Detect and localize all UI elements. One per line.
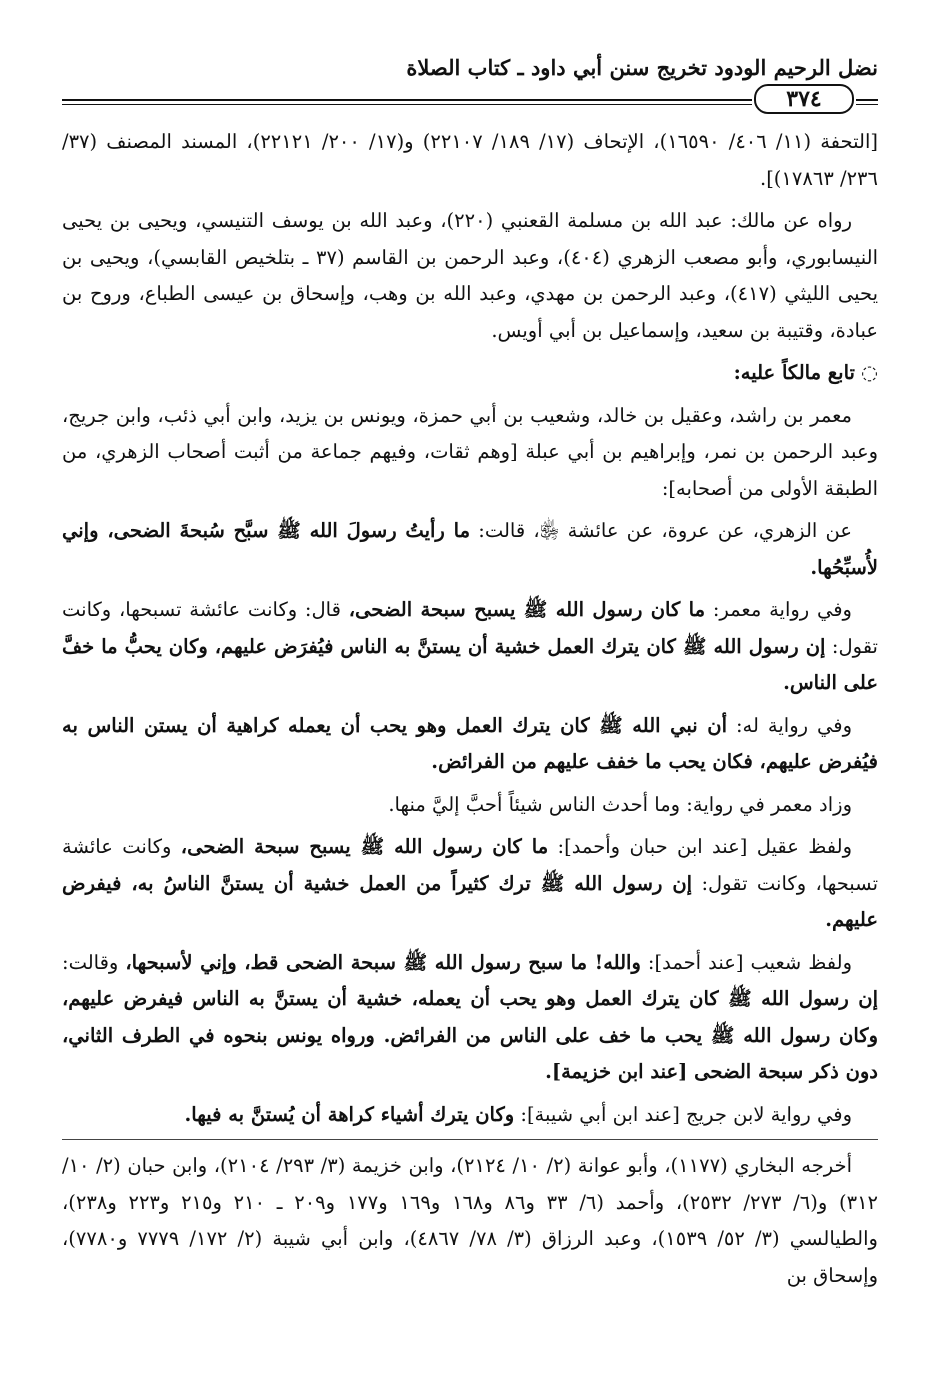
uqail-matn-1: ما كان رسول الله ﷺ يسبح سبحة الضحى، [180, 835, 549, 858]
hadith-matn: ما رأيتُ رسولَ الله ﷺ سبَّح سُبحةَ الضحى، وإني لأُسبِّحُها. [62, 519, 878, 579]
mamar-second-narration [62, 708, 878, 781]
shuayb-mid: وقالت: [62, 950, 126, 974]
section-heading-text: تابع مالكاً عليه: [733, 361, 855, 384]
separator-rule [62, 1139, 878, 1140]
takhrij-paragraph: أخرجه البخاري (١١٧٧)، وأبو عوانة (٢/ ١٠/ ٢١٢٤)، وابن خزيمة (٣/ ٢٩٣/ ٢١٠٤)، وابن حبان (٢/ ١٠/ ٣١٢) و(٦/ ٢٧٣/ ٢٥٣٢)، وأحمد (٦/ ٣٣ و٨٦ و١٦٨ و١٦٩ و١٧٧ و٢٠٩ ـ ٢١٠ و٢١٥ و٢٢٣ و٢٣٨)، والطيالسي (٣/ ٥٢/ ١٥٣٩)، وعبد الرزاق (٣/ ٧٨/ ٤٨٦٧)، وابن أبي شيبة (٢/ ١٧٢/ ٧٧٧٩ و٧٧٨٠)، وإسحاق بن [62, 1154, 879, 1287]
uqail-mid: وكانت عائشة تسبحها، وكانت تقول: [62, 835, 878, 895]
header-rule-right-segment [856, 99, 878, 105]
mamar-matn-1: ما كان رسول الله ﷺ يسبح سبحة الضحى، [348, 598, 706, 621]
hadith-chain: عن الزهري، عن عروة، عن عائشة ﵂، قالت: [470, 519, 852, 542]
narrators-paragraph: رواه عن مالك: عبد الله بن مسلمة القعنبي (٢٢٠)، وعبد الله بن يوسف التنيسي، ويحيى بن يحيى النيسابوري، وأبو مصعب الزهري (٤٠٤)، وعبد الرحمن بن القاسم (٣٧ ـ بتلخيص القابسي)، ويحيى بن يحيى الليثي (٤١٧)، وعبد الرحمن بن مهدي، وعبد الله بن وهب، وإسحاق بن عيسى الطباع، وروح بن عبادة، وقتيبة بن سعيد، وإسماعيل بن أبي أويس. [62, 209, 879, 342]
ibn-jurayj-intro: وفي رواية لابن جريج [عند ابن أبي شيبة]: [514, 1102, 852, 1126]
running-title: نضل الرحيم الودود تخريج سنن أبي داود ـ كتاب الصلاة [406, 54, 878, 80]
shuayb-matn-2: إن رسول الله ﷺ كان يترك العمل وهو يحب أن يعمله، خشية أن يستنَّ به الناس فيفرض عليهم، وكان رسول الله ﷺ يحب ما خف على الناس من الفرائض. ورواه يونس بنحوه في الطرف الثاني، دون ذكر سبحة الضحى [عند ابن خزيمة]. [62, 987, 878, 1083]
shuayb-matn-1: والله! ما سبح رسول الله ﷺ سبحة الضحى قط، وإني لأسبحها، [125, 950, 641, 974]
citation-paragraph: [التحفة (١١/ ٤٠٦/ ١٦٥٩٠)، الإتحاف (١٧/ ١٨٩/ ٢٢١٠٧) و(١٧/ ٢٠٠/ ٢٢١٢١)، المسند المصنف (٣٧/ ٢٣٦/ ١٧٨٦٣)]. [62, 130, 878, 190]
book-page [62, 50, 878, 1350]
shuayb-intro: ولفظ شعيب [عند أحمد]: [640, 950, 852, 974]
header-rule [62, 88, 878, 112]
running-header [62, 50, 878, 84]
mamar-second-intro: وفي رواية له: [727, 713, 853, 737]
mamar-matn-2: إن رسول الله ﷺ كان يترك العمل خشية أن يستنَّ به الناس فيُفرَض عليهم، وكان يحبُّ ما خفَّ على الناس. [62, 634, 878, 694]
header-rule-left-segment [62, 99, 752, 105]
uqail-wording-paragraph [62, 829, 878, 939]
uqail-intro: ولفظ عقيل [عند ابن حبان وأحمد]: [548, 835, 853, 858]
mamar-narration-paragraph [62, 592, 878, 702]
section-heading [62, 355, 878, 392]
hadith-text-paragraph [62, 513, 878, 586]
mamar-second-matn: أن نبي الله ﷺ كان يترك العمل وهو يحب أن يعمله كراهية أن يستن الناس به فيُفرض عليهم، فكان يحب ما خفف عليهم من الفرائض. [62, 713, 878, 773]
page-number: ٣٧٤ [754, 84, 854, 114]
page-body [62, 124, 878, 1294]
ibn-jurayj-matn: وكان يترك أشياء كراهة أن يُستنَّ به فيها. [184, 1102, 515, 1126]
ibn-jurayj-narration [62, 1097, 878, 1134]
uqail-matn-2: إن رسول الله ﷺ ترك كثيراً من العمل خشية أن يستنَّ الناسُ به، فيفرض عليهم. [62, 871, 878, 931]
mamar-intro: وفي رواية معمر: [705, 598, 852, 621]
heading-marker-icon: ◌ [860, 361, 878, 384]
shuayb-wording-paragraph [62, 945, 878, 1091]
followers-paragraph: معمر بن راشد، وعقيل بن خالد، وشعيب بن أبي حمزة، ويونس بن يزيد، وابن أبي ذئب، وابن جريج، وعبد الرحمن بن نمر، وإبراهيم بن أبي عبلة [وهم ثقات، وفيهم جماعة من أثبت أصحاب الزهري، من الطبقة الأولى من أصحابه]: [62, 403, 878, 500]
mamar-mid: قال: وكانت عائشة تسبحها، وكانت تقول: [62, 598, 878, 658]
mamar-addition: وزاد معمر في رواية: وما أحدث الناس شيئاً أحبَّ إليَّ منها. [388, 792, 852, 816]
